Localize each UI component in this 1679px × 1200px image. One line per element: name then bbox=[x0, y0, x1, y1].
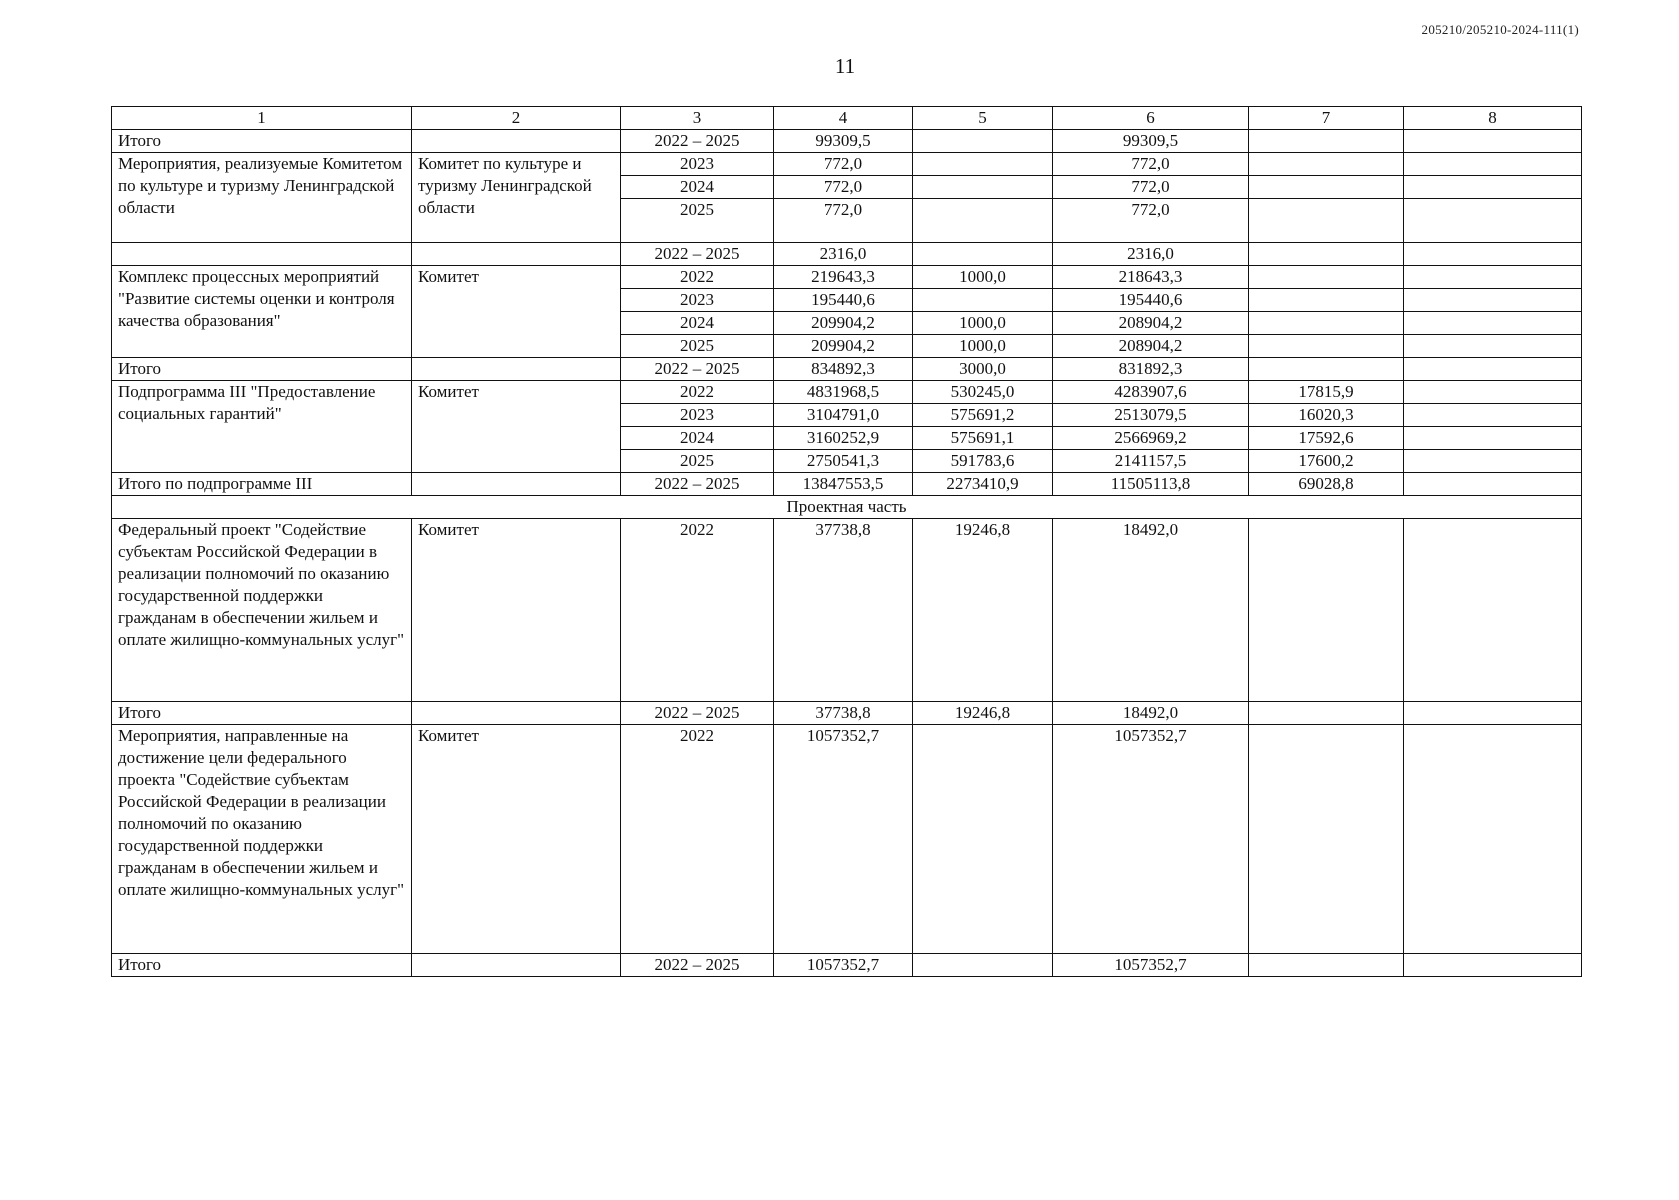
row-executor bbox=[412, 473, 621, 496]
row-name: Мероприятия, реализуемые Комитетом по культуре и туризму Ленинградской области bbox=[112, 153, 412, 243]
budget-table bbox=[111, 106, 1582, 977]
row-year: 2022 – 2025 bbox=[621, 358, 774, 381]
row-year: 2022 – 2025 bbox=[621, 954, 774, 977]
row-federal bbox=[913, 176, 1053, 199]
row-regional: 99309,5 bbox=[1053, 130, 1249, 153]
row-name: Итого bbox=[112, 358, 412, 381]
row-executor: Комитет bbox=[412, 381, 621, 473]
row-local bbox=[1249, 243, 1404, 266]
row-local bbox=[1249, 130, 1404, 153]
row-federal bbox=[913, 153, 1053, 176]
column-header: 1 bbox=[112, 107, 412, 130]
column-header: 6 bbox=[1053, 107, 1249, 130]
row-total: 37738,8 bbox=[774, 519, 913, 702]
table-row bbox=[112, 702, 1582, 725]
row-year: 2025 bbox=[621, 199, 774, 243]
row-total: 3160252,9 bbox=[774, 427, 913, 450]
table-header-row bbox=[112, 107, 1582, 130]
row-year: 2022 bbox=[621, 725, 774, 954]
row-local: 69028,8 bbox=[1249, 473, 1404, 496]
row-name bbox=[112, 243, 412, 266]
row-executor: Комитет bbox=[412, 725, 621, 954]
row-regional: 2566969,2 bbox=[1053, 427, 1249, 450]
column-header: 5 bbox=[913, 107, 1053, 130]
row-federal bbox=[913, 725, 1053, 954]
table-row bbox=[112, 473, 1582, 496]
row-local bbox=[1249, 153, 1404, 176]
row-year: 2024 bbox=[621, 312, 774, 335]
table-row bbox=[112, 358, 1582, 381]
row-local bbox=[1249, 266, 1404, 289]
row-year: 2023 bbox=[621, 404, 774, 427]
row-federal bbox=[913, 954, 1053, 977]
column-header: 4 bbox=[774, 107, 913, 130]
row-year: 2022 – 2025 bbox=[621, 473, 774, 496]
row-federal: 2273410,9 bbox=[913, 473, 1053, 496]
row-year: 2022 – 2025 bbox=[621, 702, 774, 725]
row-year: 2023 bbox=[621, 289, 774, 312]
row-total: 1057352,7 bbox=[774, 954, 913, 977]
table-row bbox=[112, 243, 1582, 266]
row-local bbox=[1249, 725, 1404, 954]
row-total: 2316,0 bbox=[774, 243, 913, 266]
row-federal: 3000,0 bbox=[913, 358, 1053, 381]
section-title: Проектная часть bbox=[112, 496, 1582, 519]
row-regional: 772,0 bbox=[1053, 176, 1249, 199]
table-row bbox=[112, 130, 1582, 153]
row-executor: Комитет по культуре и туризму Ленинградской области bbox=[412, 153, 621, 243]
row-local bbox=[1249, 519, 1404, 702]
row-total: 772,0 bbox=[774, 176, 913, 199]
row-federal: 575691,2 bbox=[913, 404, 1053, 427]
row-year: 2022 bbox=[621, 266, 774, 289]
row-total: 772,0 bbox=[774, 199, 913, 243]
row-local: 16020,3 bbox=[1249, 404, 1404, 427]
row-federal bbox=[913, 199, 1053, 243]
row-total: 4831968,5 bbox=[774, 381, 913, 404]
row-federal bbox=[913, 243, 1053, 266]
row-year: 2022 bbox=[621, 519, 774, 702]
row-executor bbox=[412, 954, 621, 977]
row-executor bbox=[412, 243, 621, 266]
row-executor bbox=[412, 130, 621, 153]
row-regional: 218643,3 bbox=[1053, 266, 1249, 289]
section-row bbox=[112, 496, 1582, 519]
column-header: 2 bbox=[412, 107, 621, 130]
row-regional: 1057352,7 bbox=[1053, 725, 1249, 954]
row-federal bbox=[913, 289, 1053, 312]
row-other bbox=[1404, 266, 1582, 289]
row-total: 772,0 bbox=[774, 153, 913, 176]
column-header: 8 bbox=[1404, 107, 1582, 130]
row-local bbox=[1249, 289, 1404, 312]
row-regional: 772,0 bbox=[1053, 153, 1249, 176]
row-federal: 1000,0 bbox=[913, 312, 1053, 335]
column-header: 3 bbox=[621, 107, 774, 130]
row-executor: Комитет bbox=[412, 519, 621, 702]
row-year: 2022 – 2025 bbox=[621, 243, 774, 266]
row-total: 209904,2 bbox=[774, 312, 913, 335]
row-total: 209904,2 bbox=[774, 335, 913, 358]
row-local: 17600,2 bbox=[1249, 450, 1404, 473]
row-regional: 4283907,6 bbox=[1053, 381, 1249, 404]
row-regional: 831892,3 bbox=[1053, 358, 1249, 381]
row-name: Подпрограмма III "Предоставление социальных гарантий" bbox=[112, 381, 412, 473]
row-other bbox=[1404, 725, 1582, 954]
row-local: 17592,6 bbox=[1249, 427, 1404, 450]
row-regional: 195440,6 bbox=[1053, 289, 1249, 312]
table-row bbox=[112, 381, 1582, 404]
row-federal: 530245,0 bbox=[913, 381, 1053, 404]
table-row bbox=[112, 519, 1582, 702]
row-total: 2750541,3 bbox=[774, 450, 913, 473]
row-federal: 1000,0 bbox=[913, 335, 1053, 358]
document-id: 205210/205210-2024-111(1) bbox=[1421, 22, 1579, 37]
row-regional: 2141157,5 bbox=[1053, 450, 1249, 473]
row-federal: 19246,8 bbox=[913, 702, 1053, 725]
column-header: 7 bbox=[1249, 107, 1404, 130]
row-other bbox=[1404, 702, 1582, 725]
row-total: 37738,8 bbox=[774, 702, 913, 725]
row-total: 3104791,0 bbox=[774, 404, 913, 427]
row-year: 2022 – 2025 bbox=[621, 130, 774, 153]
row-regional: 18492,0 bbox=[1053, 702, 1249, 725]
row-other bbox=[1404, 427, 1582, 450]
row-executor bbox=[412, 702, 621, 725]
row-name: Итого bbox=[112, 130, 412, 153]
row-local: 17815,9 bbox=[1249, 381, 1404, 404]
row-other bbox=[1404, 381, 1582, 404]
row-regional: 1057352,7 bbox=[1053, 954, 1249, 977]
row-other bbox=[1404, 130, 1582, 153]
row-total: 99309,5 bbox=[774, 130, 913, 153]
row-total: 1057352,7 bbox=[774, 725, 913, 954]
row-year: 2024 bbox=[621, 427, 774, 450]
row-regional: 208904,2 bbox=[1053, 312, 1249, 335]
row-regional: 18492,0 bbox=[1053, 519, 1249, 702]
row-name: Итого bbox=[112, 702, 412, 725]
row-federal: 575691,1 bbox=[913, 427, 1053, 450]
row-year: 2023 bbox=[621, 153, 774, 176]
row-local bbox=[1249, 954, 1404, 977]
row-total: 195440,6 bbox=[774, 289, 913, 312]
row-regional: 2513079,5 bbox=[1053, 404, 1249, 427]
table-row bbox=[112, 954, 1582, 977]
row-other bbox=[1404, 519, 1582, 702]
row-local bbox=[1249, 335, 1404, 358]
row-federal: 591783,6 bbox=[913, 450, 1053, 473]
row-federal: 1000,0 bbox=[913, 266, 1053, 289]
row-total: 219643,3 bbox=[774, 266, 913, 289]
row-year: 2024 bbox=[621, 176, 774, 199]
table-row bbox=[112, 266, 1582, 289]
row-regional: 772,0 bbox=[1053, 199, 1249, 243]
page-number: 11 bbox=[834, 54, 856, 78]
row-other bbox=[1404, 358, 1582, 381]
row-total: 834892,3 bbox=[774, 358, 913, 381]
row-name: Комплекс процессных мероприятий "Развитие системы оценки и контроля качества образования" bbox=[112, 266, 412, 358]
row-executor bbox=[412, 358, 621, 381]
row-local bbox=[1249, 358, 1404, 381]
row-name: Итого bbox=[112, 954, 412, 977]
row-other bbox=[1404, 289, 1582, 312]
table-row bbox=[112, 153, 1582, 176]
row-other bbox=[1404, 404, 1582, 427]
row-other bbox=[1404, 954, 1582, 977]
row-other bbox=[1404, 176, 1582, 199]
row-year: 2025 bbox=[621, 335, 774, 358]
row-federal bbox=[913, 130, 1053, 153]
row-federal: 19246,8 bbox=[913, 519, 1053, 702]
row-other bbox=[1404, 153, 1582, 176]
table-row bbox=[112, 725, 1582, 954]
row-executor: Комитет bbox=[412, 266, 621, 358]
row-name: Мероприятия, направленные на достижение цели федерального проекта "Содействие субъектам Российской Федерации в реализации полномочий по оказанию государственной поддержки гражданам в обеспечении жильем и оплате жилищно-коммунальных услуг" bbox=[112, 725, 412, 954]
row-other bbox=[1404, 243, 1582, 266]
row-other bbox=[1404, 473, 1582, 496]
row-other bbox=[1404, 450, 1582, 473]
row-local bbox=[1249, 199, 1404, 243]
row-name: Итого по подпрограмме III bbox=[112, 473, 412, 496]
row-regional: 11505113,8 bbox=[1053, 473, 1249, 496]
row-local bbox=[1249, 176, 1404, 199]
row-other bbox=[1404, 335, 1582, 358]
row-other bbox=[1404, 312, 1582, 335]
row-year: 2022 bbox=[621, 381, 774, 404]
row-regional: 208904,2 bbox=[1053, 335, 1249, 358]
row-local bbox=[1249, 312, 1404, 335]
row-regional: 2316,0 bbox=[1053, 243, 1249, 266]
row-year: 2025 bbox=[621, 450, 774, 473]
row-other bbox=[1404, 199, 1582, 243]
row-local bbox=[1249, 702, 1404, 725]
row-total: 13847553,5 bbox=[774, 473, 913, 496]
row-name: Федеральный проект "Содействие субъектам Российской Федерации в реализации полномочий по оказанию государственной поддержки гражданам в обеспечении жильем и оплате жилищно-коммунальных услуг" bbox=[112, 519, 412, 702]
